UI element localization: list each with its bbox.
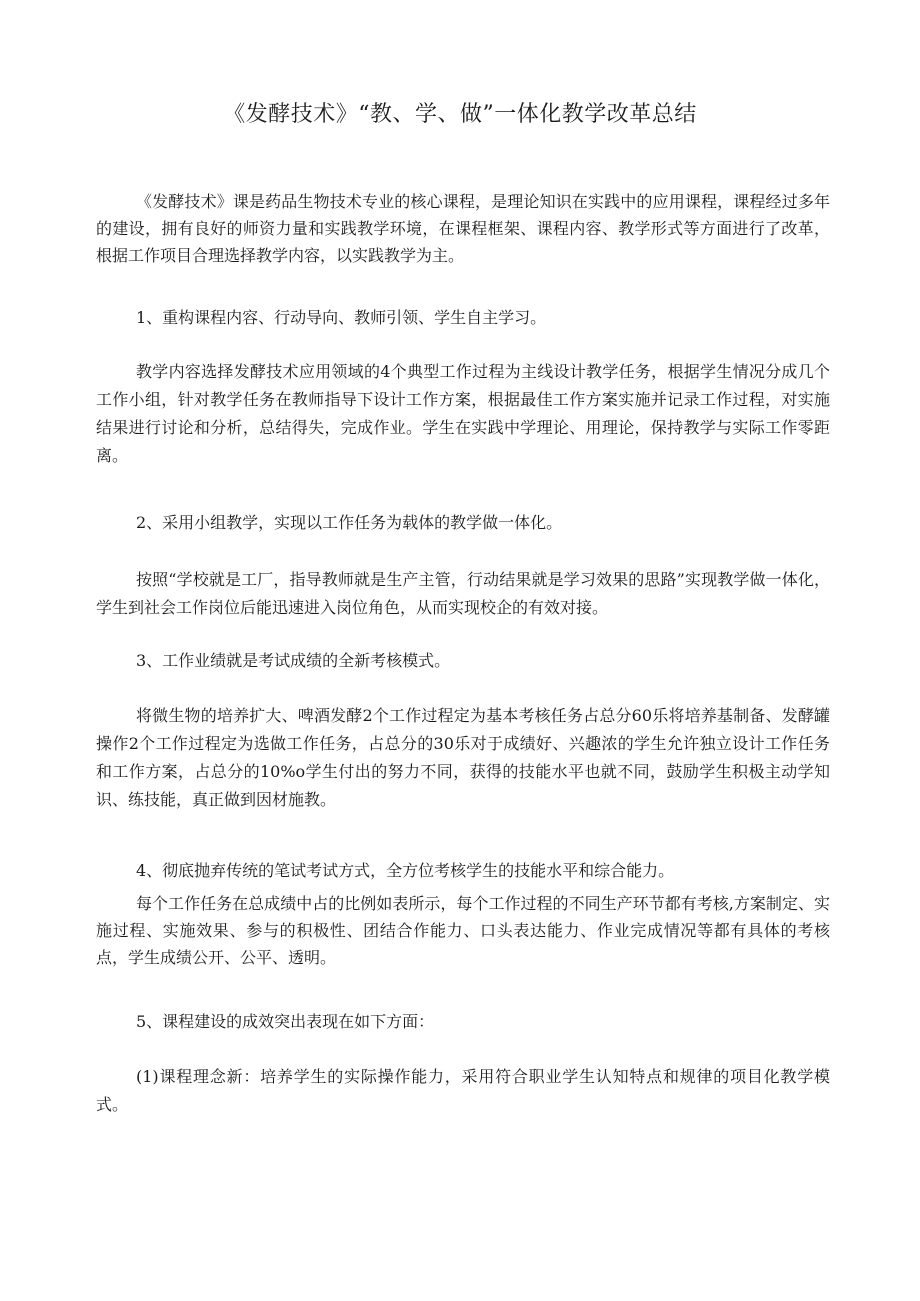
section-5-item-1: (1)课程理念新：培养学生的实际操作能力，采用符合职业学生认知特点和规律的项目化教学模式。 — [96, 1067, 830, 1114]
section-4-paragraph: 每个工作任务在总成绩中占的比例如表所示，每个工作过程的不同生产环节都有考核,方案制定、实施过程、实施效果、参与的积极性、团结合作能力、口头表达能力、作业完成情况等都有具体的考核点，学生成绩公开、公平、透明。 — [96, 894, 830, 967]
section-1-paragraph: 教学内容选择发酵技术应用领域的4个典型工作过程为主线设计教学任务，根据学生情况分成几个工作小组，针对教学任务在教师指导下设计工作方案，根据最佳工作方案实施并记录工作过程，对实施结果进行讨论和分析，总结得失，完成作业。学生在实践中学理论、用理论，保持教学与实际工作零距离。 — [96, 362, 830, 465]
section-5-heading: 5、课程建设的成效突出表现在如下方面： — [136, 1012, 435, 1031]
section-2-paragraph: 按照“学校就是工厂，指导教师就是生产主管，行动结果就是学习效果的思路”实现教学做一体化，学生到社会工作岗位后能迅速进入岗位角色，从而实现校企的有效对接。 — [96, 570, 830, 617]
intro-paragraph: 《发酵技术》课是药品生物技术专业的核心课程，是理论知识在实践中的应用课程，课程经过多年的建设，拥有良好的师资力量和实践教学环境，在课程框架、课程内容、教学形式等方面进行了改革，根据工作项目合理选择教学内容，以实践教学为主。 — [96, 192, 830, 265]
section-3-paragraph: 将微生物的培养扩大、啤酒发酵2个工作过程定为基本考核任务占总分60乐将培养基制备、发酵罐操作2个工作过程定为选做工作任务，占总分的30乐对于成绩好、兴趣浓的学生允许独立设计工作任务和工作方案，占总分的10%o学生付出的努力不同，获得的技能水平也就不同，鼓励学生积极主动学知识、练技能，真正做到因材施教。 — [96, 706, 830, 809]
section-3-heading: 3、工作业绩就是考试成绩的全新考核模式。 — [136, 651, 451, 670]
section-4-heading: 4、彻底抛弃传统的笔试考试方式，全方位考核学生的技能水平和综合能力。 — [136, 861, 675, 880]
document-title: 《发酵技术》“教、学、做”一体化教学改革总结 — [223, 102, 697, 127]
section-2-heading: 2、采用小组教学，实现以工作任务为载体的教学做一体化。 — [136, 513, 563, 532]
section-1-heading: 1、重构课程内容、行动导向、教师引领、学生自主学习。 — [136, 308, 547, 327]
